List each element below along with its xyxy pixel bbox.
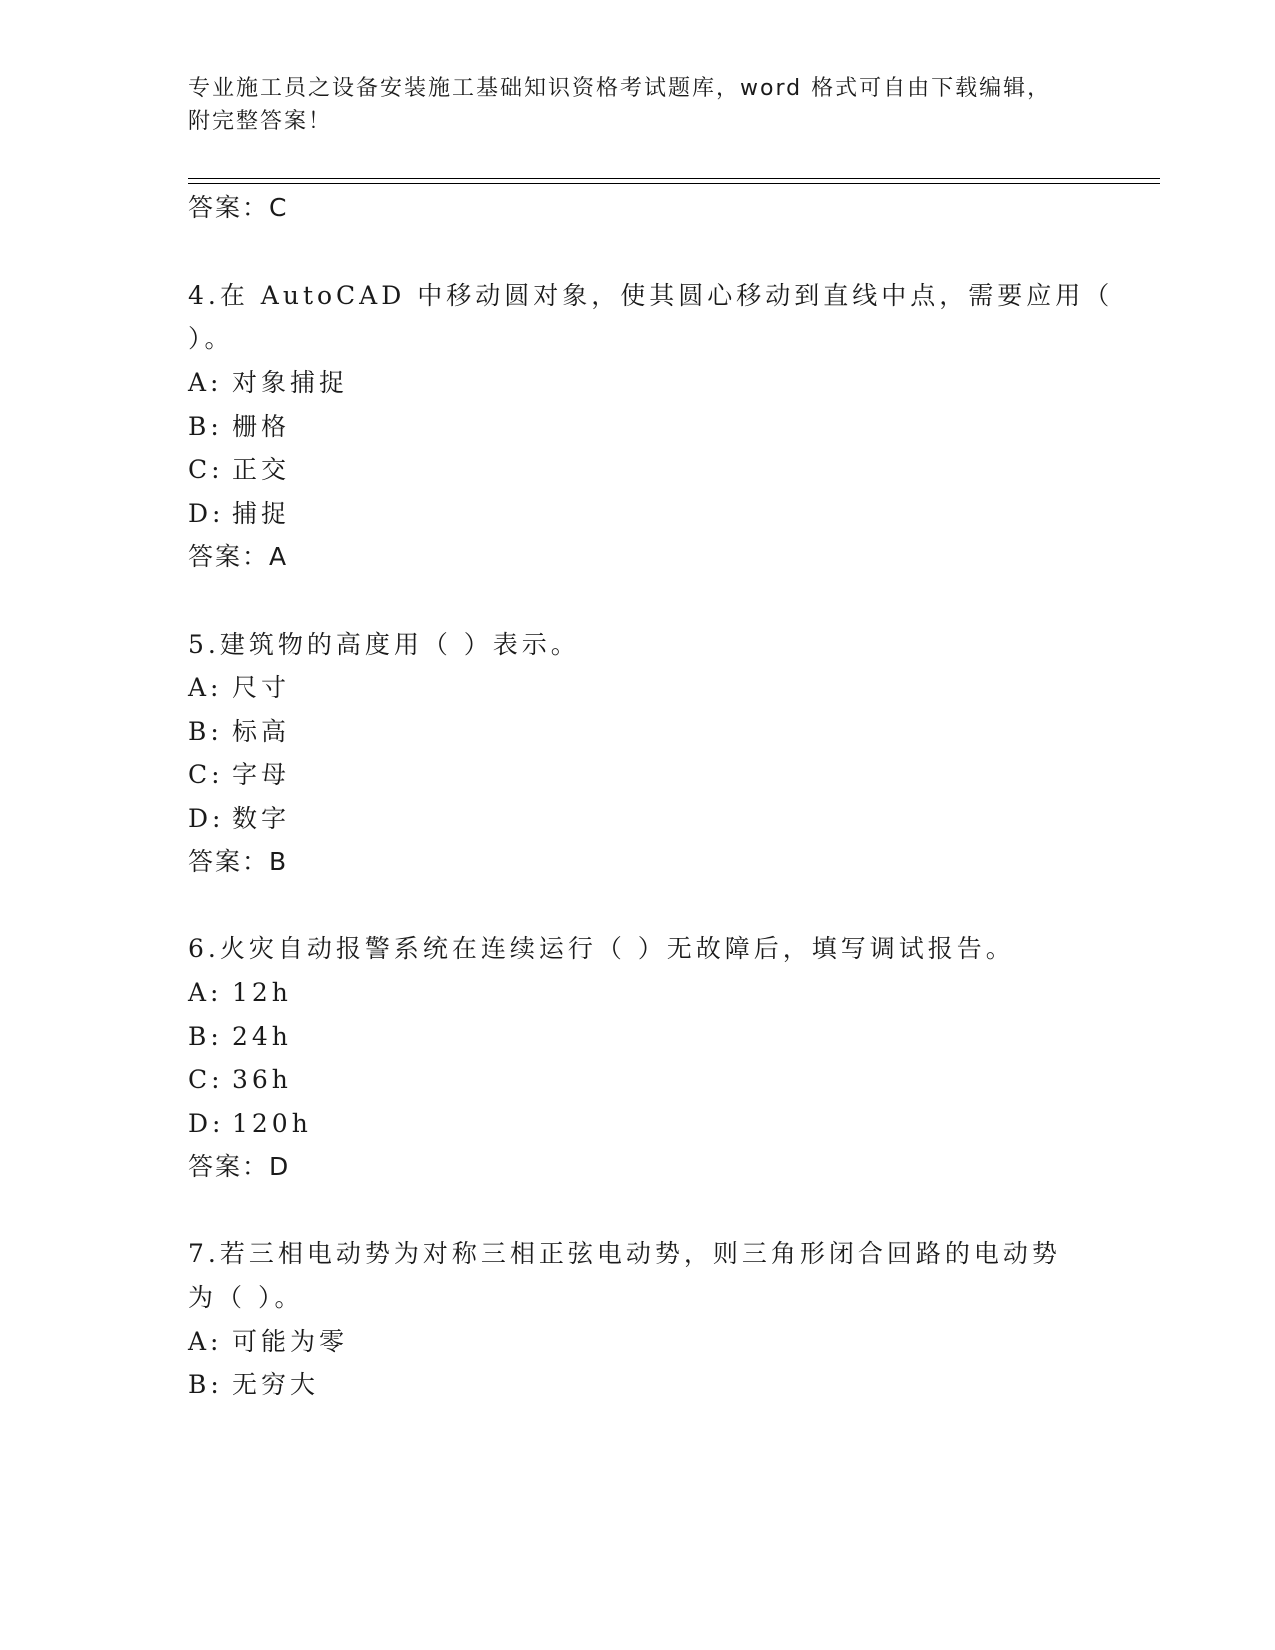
option-letter: C:	[188, 760, 224, 789]
option-letter: A:	[188, 673, 223, 702]
option-letter: D:	[188, 804, 225, 833]
q7-option-b	[188, 1369, 319, 1401]
q6-option-d	[188, 1108, 312, 1140]
q6-option-a	[188, 977, 292, 1009]
option-text: 可能为零	[232, 1327, 349, 1356]
option-letter: D:	[188, 1109, 225, 1138]
option-letter: A:	[188, 978, 223, 1007]
option-letter: B:	[188, 1370, 223, 1399]
option-text: 无穷大	[232, 1370, 320, 1399]
q4-option-d	[188, 498, 290, 530]
q7-stem-line-1: 7.若三相电动势为对称三相正弦电动势，则三角形闭合回路的电动势	[188, 1239, 1061, 1268]
q5-option-b	[188, 716, 290, 748]
header-rule-top	[188, 178, 1160, 179]
answer-q4: 答案：A	[188, 542, 289, 571]
header-line-1: 专业施工员之设备安装施工基础知识资格考试题库，word 格式可自由下载编辑，	[188, 76, 1052, 101]
q4-option-b	[188, 411, 290, 443]
option-text: 栅格	[232, 412, 291, 441]
option-text: 标高	[232, 717, 291, 746]
q5-stem-line-1: 5.建筑物的高度用（ ）表示。	[188, 630, 580, 659]
document-header	[188, 72, 1088, 138]
option-letter: C:	[188, 1065, 224, 1094]
q4-stem-line-2: ）。	[188, 324, 234, 353]
option-letter: D:	[188, 499, 225, 528]
q4-option-c	[188, 454, 290, 486]
answer-q6: 答案：D	[188, 1152, 291, 1181]
q6-stem-line-1: 6.火灾自动报警系统在连续运行（ ）无故障后，填写调试报告。	[188, 934, 1015, 963]
option-letter: C:	[188, 455, 224, 484]
option-letter: B:	[188, 717, 223, 746]
option-text: 数字	[232, 804, 291, 833]
q6-option-b	[188, 1021, 292, 1053]
option-text: 捕捉	[232, 499, 291, 528]
option-text: 36h	[232, 1065, 292, 1094]
q4-stem-line-1: 4.在 AutoCAD 中移动圆对象，使其圆心移动到直线中点，需要应用（	[188, 281, 1114, 310]
q4-option-a	[188, 367, 348, 399]
answer-q5: 答案：B	[188, 847, 289, 876]
option-letter: B:	[188, 1022, 223, 1051]
option-text: 24h	[232, 1022, 292, 1051]
option-text: 正交	[232, 455, 291, 484]
q5-option-c	[188, 759, 290, 791]
q5-option-a	[188, 672, 290, 704]
q7-option-a	[188, 1326, 348, 1358]
q7-stem-line-2: 为（ ）。	[188, 1283, 304, 1312]
option-text: 对象捕捉	[232, 368, 349, 397]
option-text: 字母	[232, 760, 291, 789]
option-letter: A:	[188, 1327, 223, 1356]
option-text: 120h	[232, 1109, 312, 1138]
header-rule-bottom	[188, 183, 1160, 184]
option-letter: B:	[188, 412, 223, 441]
option-text: 尺寸	[232, 673, 291, 702]
option-text: 12h	[232, 978, 292, 1007]
option-letter: A:	[188, 368, 223, 397]
header-line-2: 附完整答案！	[188, 109, 333, 134]
q5-option-d	[188, 803, 290, 835]
answer-q3: 答案：C	[188, 193, 289, 222]
q6-option-c	[188, 1064, 292, 1096]
